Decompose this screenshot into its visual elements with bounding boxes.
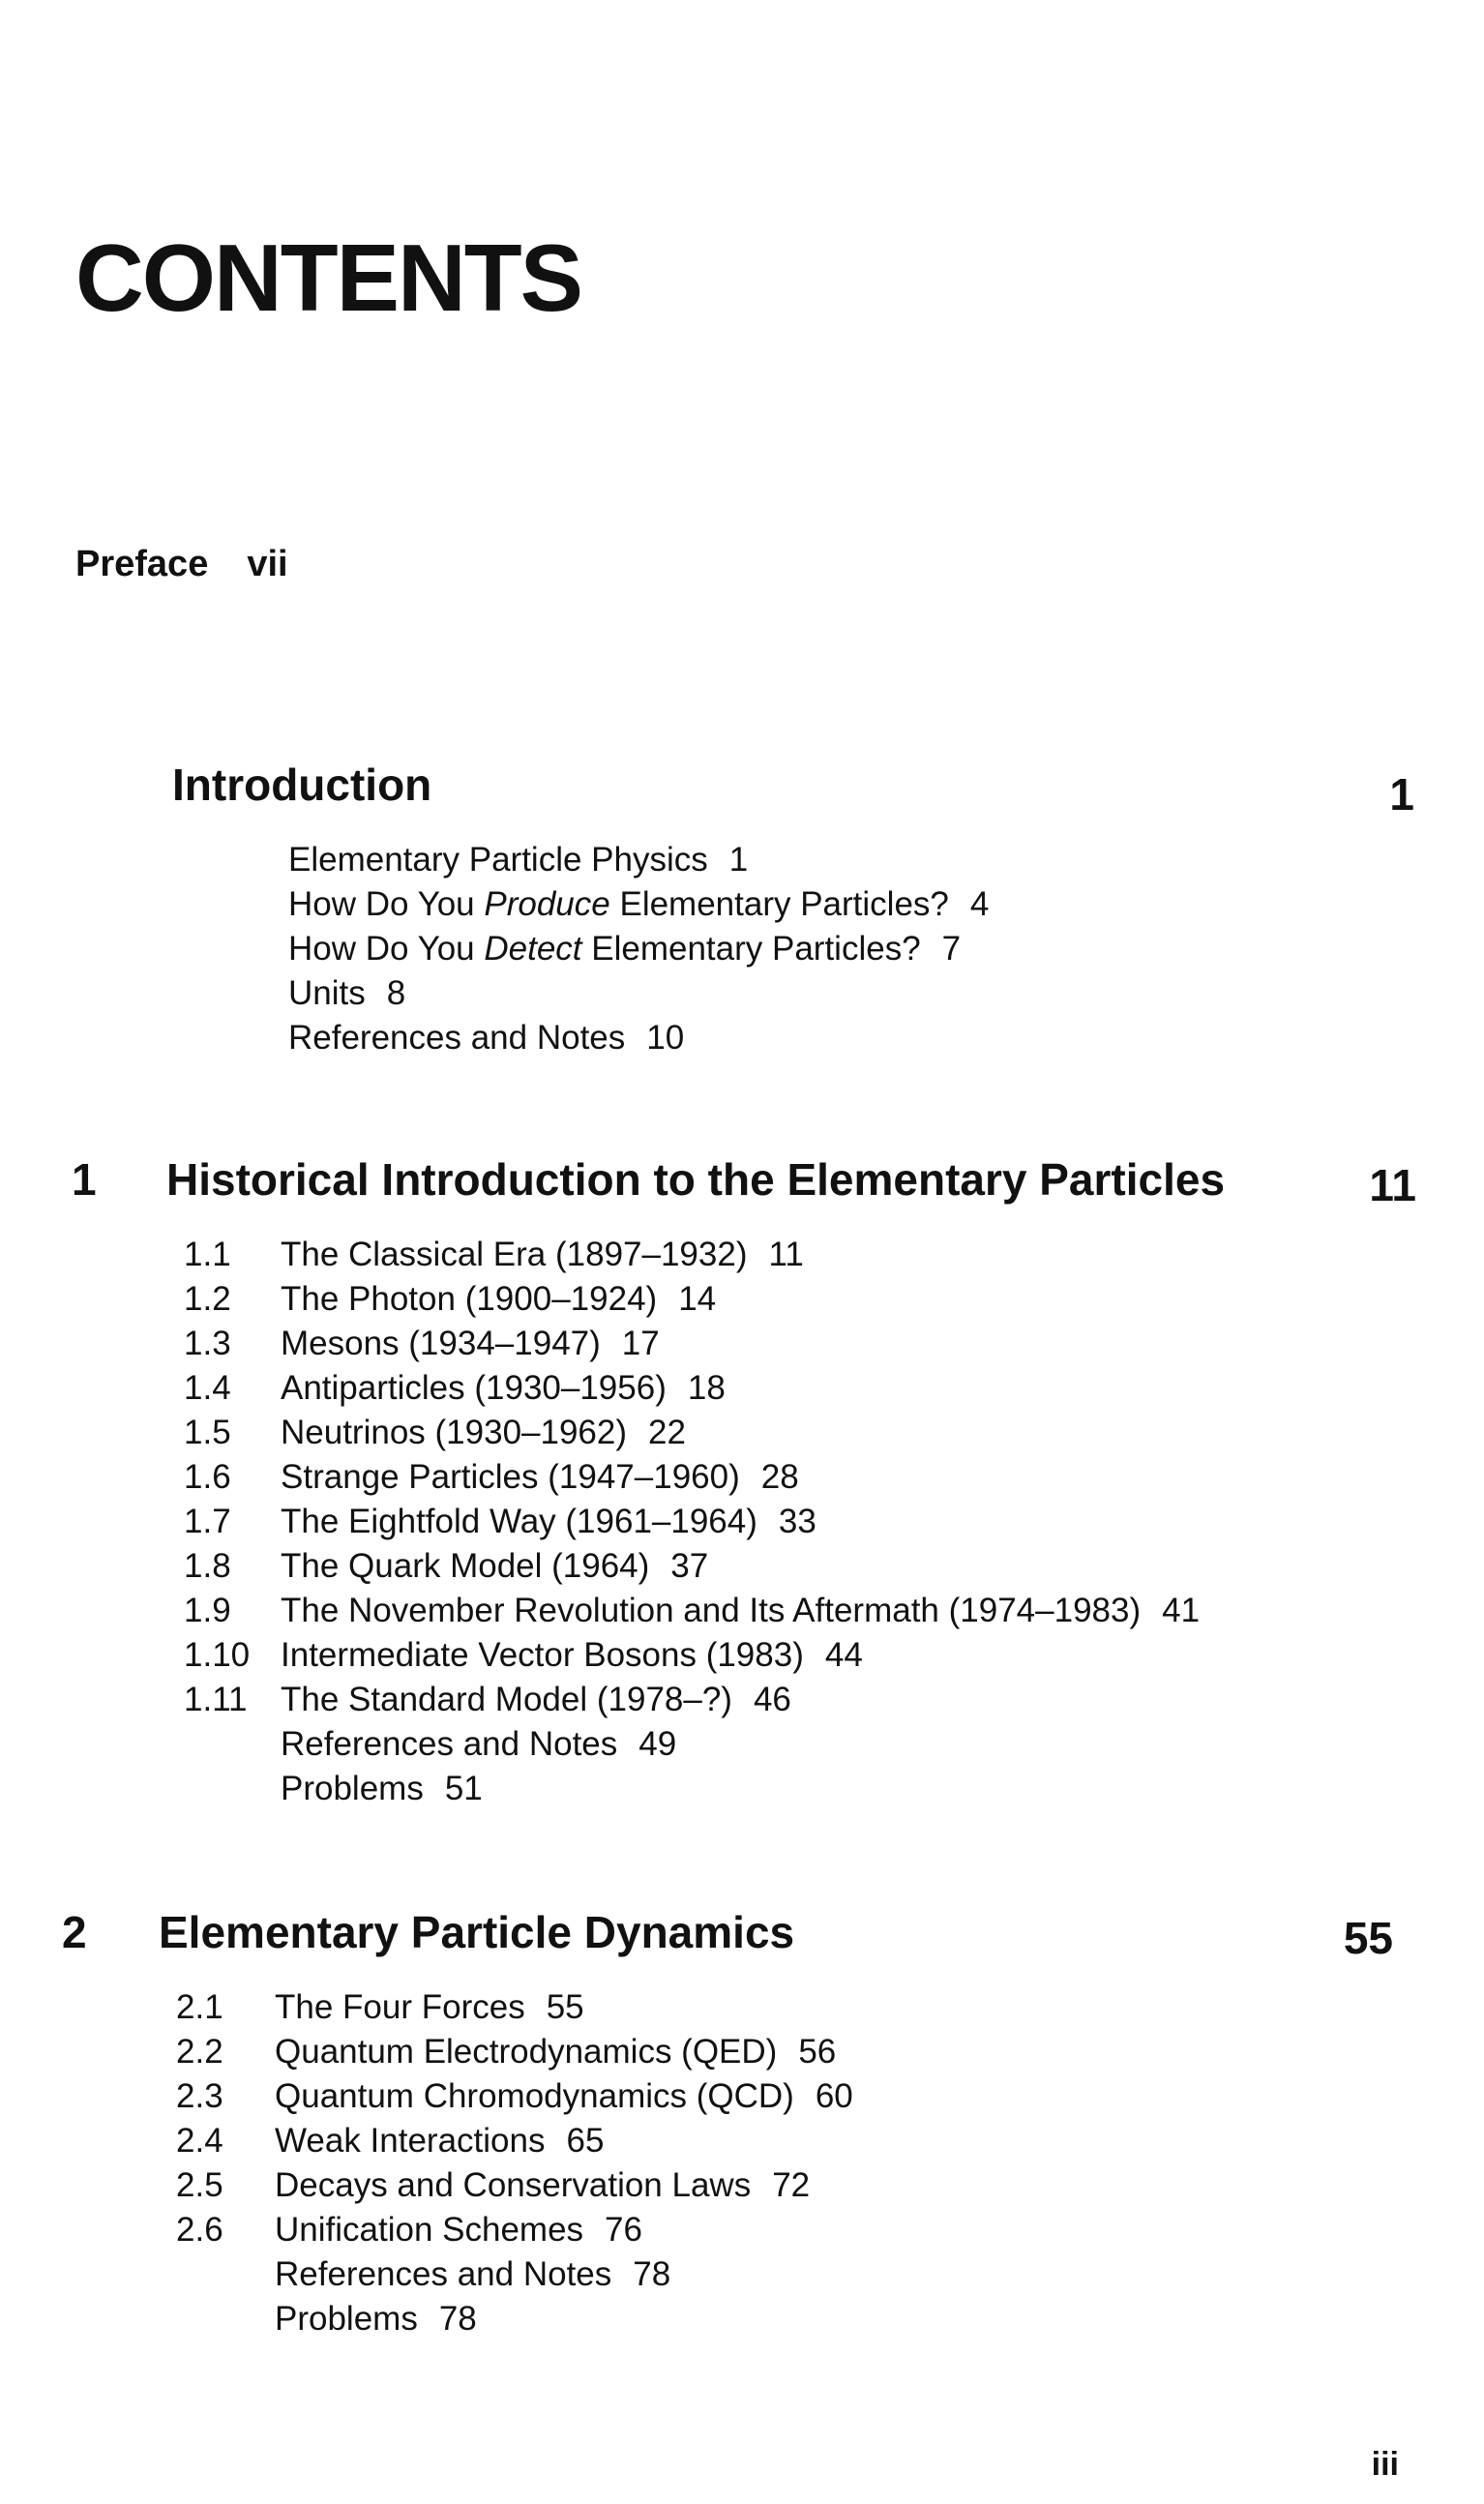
chapter-2-page: 55 bbox=[1343, 1913, 1393, 1963]
toc-preface bbox=[75, 544, 288, 585]
page-number: iii bbox=[1371, 2446, 1399, 2483]
chapter-1-title: Historical Introduction to the Elementary Particles bbox=[166, 1154, 1226, 1205]
introduction-title: Introduction bbox=[172, 760, 432, 810]
preface-page: vii bbox=[247, 544, 288, 584]
toc-introduction: Introduction 1 Elementary Particle Physics 1 How Do You Produce Elementary Particles? 4 How Do You Detect Elementary Particles? 7 Units 8 References and Notes 10 bbox=[172, 760, 1414, 1057]
preface-label: Preface bbox=[75, 544, 209, 584]
toc-chapter-2: 2 Elementary Particle Dynamics 55 2.1 The Four Forces 55 2.2 Quantum Electrodynamics (QED) 56 2.3 Quantum Chromodynamics (QCD) 60 2.4 Weak Interactions 65 2.5 Decays and Conservation Laws 72 2.6 Unification Schemes 76 References and Notes 78 Problems 78 bbox=[62, 1907, 1393, 2338]
chapter-1-page: 11 bbox=[1369, 1160, 1416, 1210]
chapter-2-title: Elementary Particle Dynamics bbox=[159, 1907, 795, 1957]
chapter-2-number: 2 bbox=[62, 1907, 87, 1957]
introduction-page: 1 bbox=[1389, 769, 1414, 820]
toc-chapter-1: 1 Historical Introduction to the Elementary Particles 11 1.1 The Classical Era (1897–1932) 11 1.2 The Photon (1900–1924) 14 1.3 Mesons (1934–1947) 17 1.4 Antiparticles (1930–1956) 18 1.5 Neutrinos (1930–1962) 22 1.6 Strange Particles (1947–1960) 28 1.7 The Eightfold Way (1961–1964) 33 1.8 The Quark Model (1964) 37 1.9 The November Revolution and Its Aftermath (1974–1983) 41 1.10 Intermediate Vector Bosons (1983) 44 1.11 The Standard Model (1978–?) 46 References and Notes 49 Problems 51 bbox=[72, 1154, 1416, 1807]
page-title: CONTENTS bbox=[75, 224, 581, 331]
chapter-1-number: 1 bbox=[72, 1154, 97, 1205]
